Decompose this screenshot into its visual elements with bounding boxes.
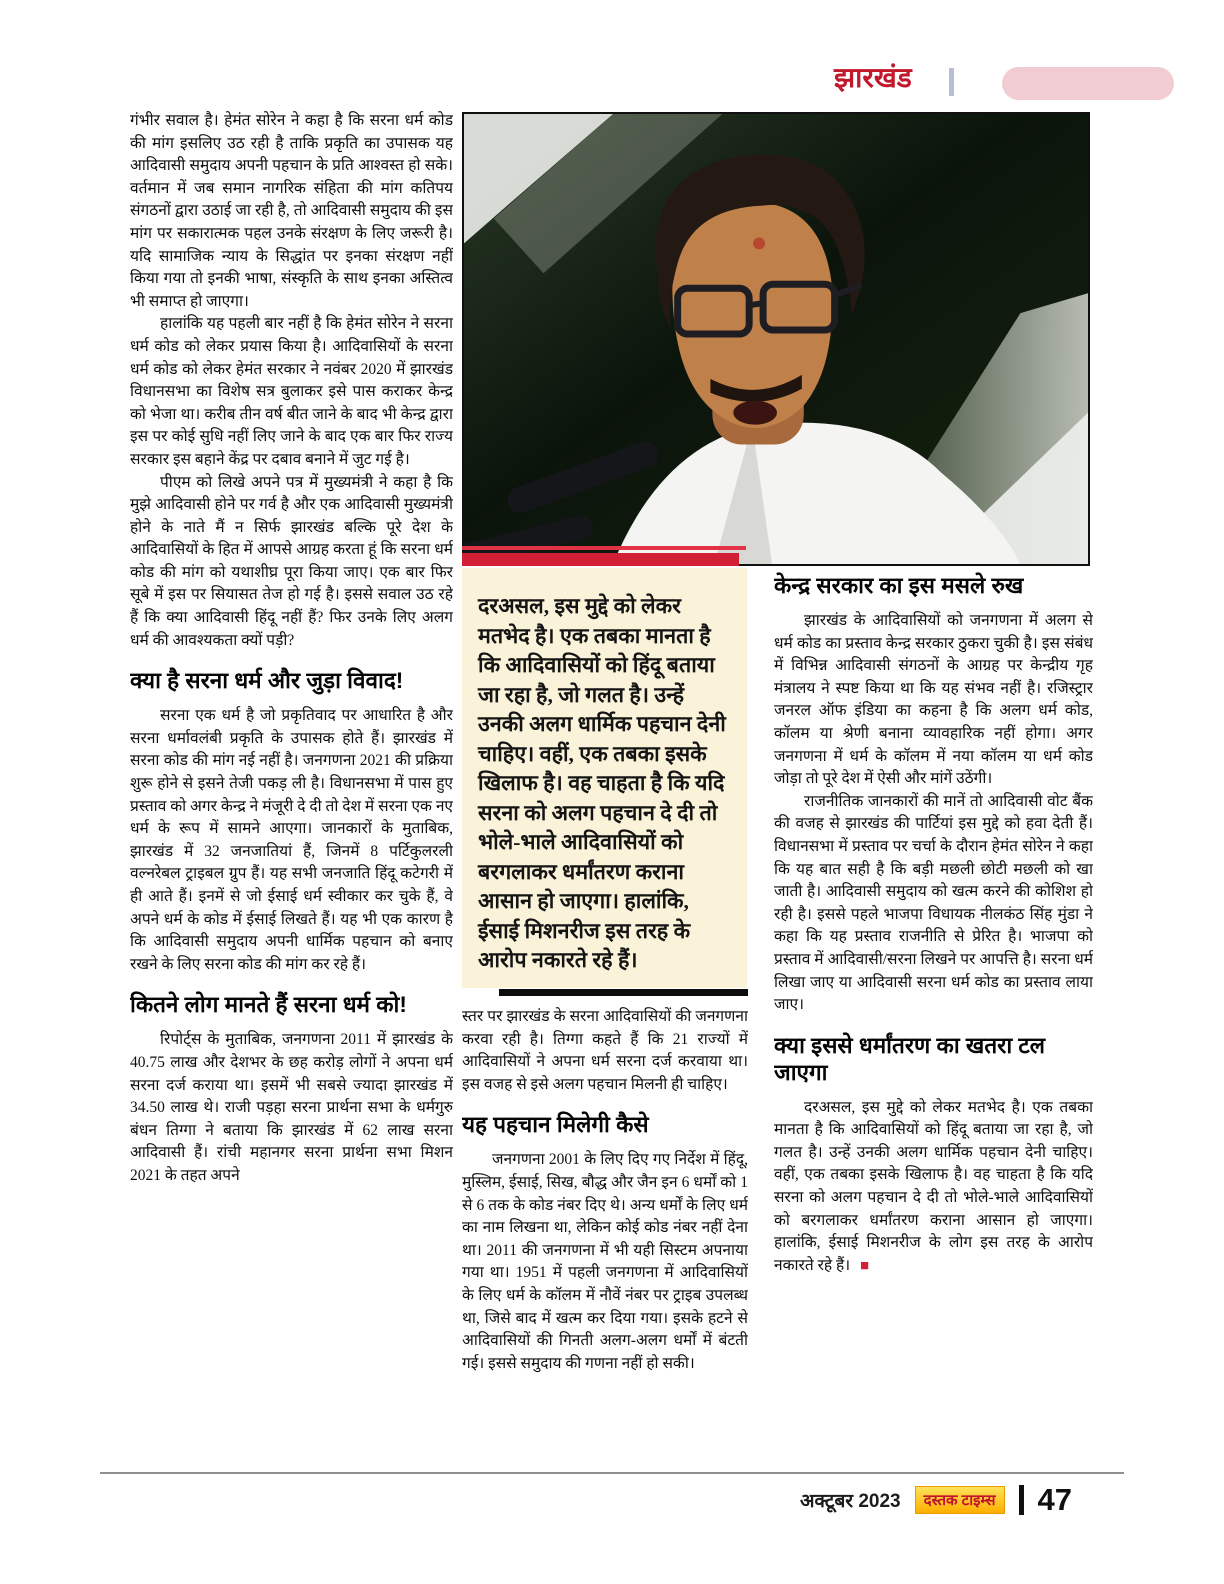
photo-red-stripe-thick	[462, 553, 739, 566]
paragraph: राजनीतिक जानकारों की मानें तो आदिवासी वोट बैंक की वजह से झारखंड की पार्टियां इस मुद्दे को हवा देती हैं। विधानसभा में प्रस्ताव पर चर्चा के दौरान हेमंत सोरेन ने कहा कि यह बात सही है कि बड़ी मछली छोटी मछली को खा जाती है। आदिवासी समुदाय को खत्म करने की कोशिश हो रही है। इससे पहले भाजपा विधायक नीलकंठ सिंह मुंडा ने कहा कि यह प्रस्ताव राजनीति से प्रेरित है। भाजपा को प्रस्ताव में आदिवासी/सरना लिखने पर आपत्ति है। सरना धर्म लिखा जाए या आदिवासी सरना धर्म कोड का प्रस्ताव लाया जाए।	[774, 792, 1093, 1014]
footer-rule	[100, 1472, 1124, 1474]
footer-date: अक्टूबर 2023	[800, 1491, 901, 1512]
article-column-2	[462, 1006, 748, 1468]
paragraph-text: दरअसल, इस मुद्दे को लेकर मतभेद है। एक तबका मानता है कि आदिवासियों को हिंदू बताया जा रहा है, जो गलत है। उन्हें उनकी अलग धार्मिक पहचान देनी चाहिए। वहीं, एक तबका इसके खिलाफ है। वह चाहता है कि यदि सरना को अलग पहचान दे दी तो भोले-भाले आदिवासियों को बरगलाकर धर्मांतरण कराना आसान हो जाएगा। हालांकि, ईसाई मिशनरीज के लोग इस तरह के आरोप नकारते रहे हैं।	[774, 1098, 1093, 1274]
article-column-3	[774, 572, 1093, 1468]
subheading: केन्द्र सरकार का इस मसले रुख	[774, 573, 1024, 598]
paragraph: स्तर पर झारखंड के सरना आदिवासियों की जनगणना करवा रही है। तिग्गा कहते हैं कि 21 राज्यों में आदिवासियों ने अपना धर्म सरना दर्ज करवाया था। इस वजह से इसे अलग पहचान मिलनी ही चाहिए।	[462, 1008, 748, 1093]
header-pill-logo	[1002, 67, 1174, 100]
footer	[800, 1482, 1072, 1518]
subheading: यह पहचान मिलेगी कैसे	[462, 1112, 649, 1138]
paragraph: सरना एक धर्म है जो प्रकृतिवाद पर आधारित है और सरना धर्मावलंबी प्रकृति के उपासक होते हैं। झारखंड में सरना कोड की मांग नई नहीं है। जनगणना 2021 की प्रक्रिया शुरू होने से इसने तेजी पकड़ ली है। विधानसभा में पास हुए प्रस्ताव को अगर केन्द्र ने मंजूरी दे दी तो देश में सरना एक नए धर्म के रूप में सामने आएगा। जानकारों के मुताबिक, झारखंड में 32 जनजातियां हैं, जिनमें 8 पर्टिकुलरली वल्नरेबल ट्राइबल ग्रुप हैं। यह सभी जनजाति हिंदू कटेगरी में ही आते हैं। इनमें से जो ईसाई धर्म स्वीकार कर चुके हैं, वे अपने धर्म के कोड में ईसाई लिखते हैं। यह भी एक कारण है कि आदिवासी समुदाय अपनी धार्मिक पहचान को बनाए रखने के लिए सरना कोड की मांग कर रहे हैं।	[130, 707, 453, 973]
paragraph	[774, 1097, 1093, 1278]
black-separator-bar	[499, 989, 748, 996]
magazine-logo: दस्तक टाइम्स	[915, 1486, 1005, 1514]
subheading: कितने लोग मानते हैं सरना धर्म को!	[130, 992, 407, 1018]
page-number: 47	[1037, 1482, 1072, 1517]
paragraph: पीएम को लिखे अपने पत्र में मुख्यमंत्री ने कहा है कि मुझे आदिवासी होने पर गर्व है और एक आदिवासी मुख्यमंत्री होने के नाते मैं न सिर्फ झारखंड बल्कि पूरे देश के आदिवासियों के हित में आपसे आग्रह करता हूं कि सरना धर्म कोड की मांग को यथाशीघ्र पूरा किया जाए। एक बार फिर सूबे में इस पर सियासत तेज हो गई है। इससे सवाल उठ रहे हैं कि क्या आदिवासी हिंदू नहीं हैं? फिर उनके लिए अलग धर्म की आवश्यकता क्यों पड़ी?	[130, 473, 453, 649]
paragraph: जनगणना 2001 के लिए दिए गए निर्देश में हिंदू, मुस्लिम, ईसाई, सिख, बौद्ध और जैन इन 6 धर्मों को 1 से 6 तक के कोड नंबर दिए थे। अन्य धर्मों के लिए धर्म का नाम लिखना था, लेकिन कोई कोड नंबर नहीं देना था। 2011 की जनगणना में भी यही सिस्टम अपनाया गया था। 1951 में पहली जनगणना में आदिवासियों के लिए धर्म के कॉलम में नौवें नंबर पर ट्राइब उपलब्ध था, जिसे बाद में खत्म कर दिया गया। इसके हटने से आदिवासियों की गिनती अलग-अलग धर्मों में बंटती गई। इससे समुदाय की गणना नहीं हो सकी।	[462, 1151, 748, 1372]
subheading: क्या इससे धर्मांतरण का खतरा टल जाएगा	[774, 1032, 1046, 1085]
speaker-photo	[462, 112, 1090, 566]
subheading: क्या है सरना धर्म और जुड़ा विवाद!	[130, 668, 404, 694]
section-label: झारखंड	[834, 62, 912, 93]
paragraph: रिपोर्ट्स के मुताबिक, जनगणना 2011 में झारखंड के 40.75 लाख और देशभर के छह करोड़ लोगों ने अपना धर्म सरना दर्ज कराया था। इसमें भी सबसे ज्यादा झारखंड में 34.50 लाख थे। राजी पड़हा सरना प्रार्थना सभा के धर्मगुरु बंधन तिग्गा ने बताया कि झारखंड में 62 लाख सरना आदिवासी हैं। रांची महानगर सरना प्रार्थना सभा मिशन 2021 के तहत अपने	[130, 1031, 453, 1184]
pullquote-text: दरअसल, इस मुद्दे को लेकर मतभेद है। एक तबका मानता है कि आदिवासियों को हिंदू बताया जा रहा है, जो गलत है। उन्हें उनकी अलग धार्मिक पहचान देनी चाहिए। वहीं, एक तबका इसके खिलाफ है। वह चाहता है कि यदि सरना को अलग पहचान दे दी तो भोले-भाले आदिवासियों को बरगलाकर धर्मांतरण कराना आसान हो जाएगा। हालांकि, ईसाई मिशनरीज इस तरह के आरोप नकारते रहे हैं।	[478, 594, 726, 972]
header-divider	[949, 68, 954, 96]
paragraph: झारखंड के आदिवासियों को जनगणना में अलग से धर्म कोड का प्रस्ताव केन्द्र सरकार ठुकरा चुकी है। इस संबंध में विभिन्न आदिवासी संगठनों के आग्रह पर केन्द्रीय गृह मंत्रालय ने स्पष्ट किया था कि यह संभव नहीं है। रजिस्ट्रार जनरल ऑफ इंडिया का कहना है कि अलग धर्म कोड, कॉलम या श्रेणी बनाना व्यावहारिक नहीं होगा। अगर जनगणना में धर्म के कॉलम में नया कॉलम या धर्म कोड जोड़ा तो पूरे देश में ऐसी और मांगें उठेंगी।	[774, 612, 1093, 788]
speaker-photo-illustration	[464, 114, 1088, 564]
article-column-1	[130, 110, 453, 1468]
paragraph: गंभीर सवाल है। हेमंत सोरेन ने कहा है कि सरना धर्म कोड की मांग इसलिए उठ रही है ताकि प्रकृति का उपासक यह आदिवासी समुदाय अपनी पहचान के प्रति आश्वस्त हो सके। वर्तमान में जब समान नागरिक संहिता की मांग कतिपय संगठनों द्वारा उठाई जा रही है, तो आदिवासी समुदाय की इस मांग पर सकारात्मक पहल उनके संरक्षण के लिए जरूरी है। यदि सामाजिक न्याय के सिद्धांत पर इनका संरक्षण नहीं किया गया तो इनकी भाषा, संस्कृति के साथ इनका अस्तित्व भी समाप्त हो जाएगा।	[130, 112, 453, 310]
photo-red-stripe-thin	[462, 546, 746, 550]
paragraph: हालांकि यह पहली बार नहीं है कि हेमंत सोरेन ने सरना धर्म कोड को लेकर प्रयास किया है। आदिवासियों के सरना धर्म कोड को लेकर हेमंत सरकार ने नवंबर 2020 में झारखंड विधानसभा का विशेष सत्र बुलाकर इसे पास कराकर केन्द्र को भेजा था। करीब तीन वर्ष बीत जाने के बाद भी केन्द्र द्वारा इस पर कोई सुधि नहीं लिए जाने के बाद एक बार फिर राज्य सरकार इस बहाने केंद्र पर दबाव बनाने में जुट गई है।	[130, 315, 453, 468]
article-end-marker: ■	[860, 1257, 870, 1274]
pullquote-box	[462, 568, 747, 988]
footer-divider	[1019, 1485, 1024, 1515]
